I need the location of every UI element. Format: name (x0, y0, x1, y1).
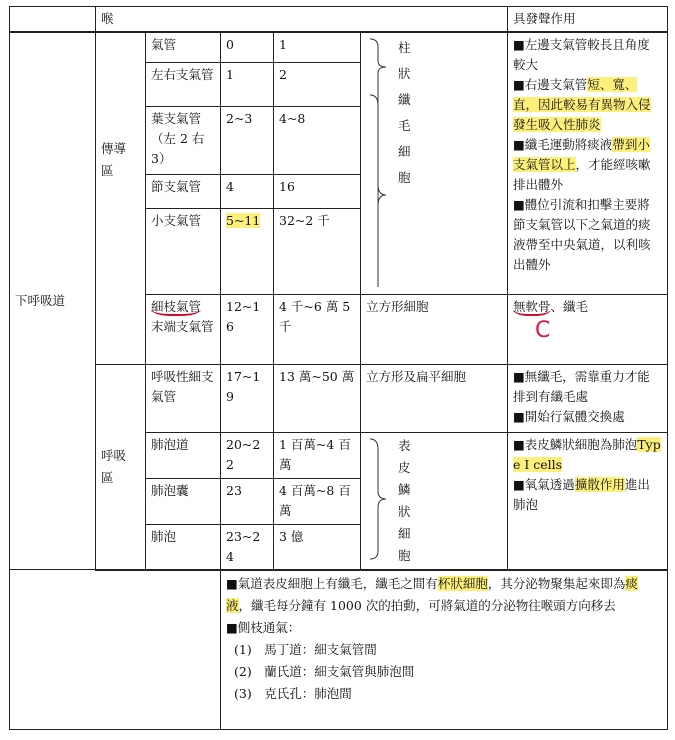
header-phonation: 具發聲作用 (508, 7, 668, 33)
airway-generation: 4 (221, 174, 274, 208)
note-left-bronchus: ■左邊支氣管較長且角度較大 (513, 37, 650, 72)
airway-name: 葉支氣管（左 2 右 3） (146, 106, 221, 174)
airway-count: 4~8 (274, 106, 361, 174)
collateral-item: (3) 克氏孔：肺泡間 (234, 685, 352, 701)
cell-type: 立方形及扁平細胞 (361, 364, 508, 432)
footer-notes (221, 570, 668, 730)
conducting-zone-label: 傳導區 (96, 32, 146, 364)
airway-count: 4 千~6 萬 5 千 (274, 294, 361, 364)
cell-type: 立方形細胞 (361, 294, 508, 364)
squamous-cell-label: 表皮鱗狀細胞 (398, 437, 411, 563)
conducting-notes (508, 32, 668, 294)
collateral-ventilation-title: ■側枝通氣： (226, 619, 301, 635)
anatomy-table (9, 6, 668, 730)
airway-generation: 23 (221, 478, 274, 524)
note-postural-drainage: ■體位引流和扣擊主要將節支氣管以下之氣道的痰液帶至中央氣道，以利咳出體外 (513, 197, 651, 272)
airway-count: 4 百萬~8 百萬 (274, 478, 361, 524)
airway-count: 3 億 (274, 524, 361, 570)
goblet-cell-note: ■氣道表皮細胞上有纖毛，纖毛之間有杯狀細胞，其分泌物聚集起來即為痰液，纖毛每分鐘有 1000 次的拍動，可將氣道的分泌物往喉頭方向移去 (226, 575, 638, 613)
note-right-bronchus: ■右邊支氣管短、寬、直，因此較易有異物入侵發生吸入性肺炎 (513, 77, 651, 132)
airway-count: 16 (274, 174, 361, 208)
terminal-notes: 無軟骨、纖毛 C (508, 294, 668, 364)
curly-brace-icon (366, 435, 396, 563)
collateral-item: (2) 蘭氏道：細支氣管與肺泡間 (234, 663, 415, 679)
airway-name: 氣管 (146, 32, 221, 62)
airway-name: 呼吸性細支氣管 (146, 364, 221, 432)
airway-name: 肺泡道 (146, 432, 221, 478)
airway-generation: 17~19 (221, 364, 274, 432)
collateral-item: (1) 馬丁道：細支氣管間 (234, 641, 377, 657)
airway-generation: 5~11 (221, 208, 274, 294)
terminal-bronchiole-name: 細枝氣管 末端支氣管 (146, 294, 221, 364)
no-cartilage-underlined: 無軟骨 (513, 298, 551, 314)
airway-generation: 1 (221, 62, 274, 106)
note-cilia-movement: ■纖毛運動將痰液帶到小支氣管以上，才能經咳嗽排出體外 (513, 137, 651, 192)
airway-count: 1 百萬~4 百萬 (274, 432, 361, 478)
airway-count: 1 (274, 32, 361, 62)
airway-generation: 2~3 (221, 106, 274, 174)
airway-generation: 12~16 (221, 294, 274, 364)
airway-generation: 20~22 (221, 432, 274, 478)
resp-bronchiole-notes: ■無纖毛，需靠重力才能排到有纖毛處 ■開始行氣體交換處 (508, 364, 668, 432)
lower-respiratory-label: 下呼吸道 (10, 32, 96, 570)
airway-count: 2 (274, 62, 361, 106)
curly-brace-icon (366, 35, 396, 290)
airway-generation: 0 (221, 32, 274, 62)
header-blank (10, 7, 96, 33)
airway-name: 節支氣管 (146, 174, 221, 208)
terminal-bronchiole-underlined: 細枝氣管 (151, 298, 202, 314)
respiratory-tract-table (9, 6, 667, 736)
respiratory-zone-label: 呼吸區 (96, 364, 146, 570)
header-larynx: 喉 (96, 7, 508, 33)
airway-generation: 23~24 (221, 524, 274, 570)
ciliated-cell-label: 柱狀纖毛細胞 (398, 40, 411, 185)
airway-name: 肺泡 (146, 524, 221, 570)
ciliated-cell-group (361, 32, 508, 294)
squamous-cell-group (361, 432, 508, 570)
airway-count: 32~2 千 (274, 208, 361, 294)
airway-name: 小支氣管 (146, 208, 221, 294)
airway-count: 13 萬~50 萬 (274, 364, 361, 432)
airway-name: 左右支氣管 (146, 62, 221, 106)
handwritten-annotation: C (535, 317, 551, 343)
footer-blank (10, 570, 221, 730)
alveolar-notes: ■表皮鱗狀細胞為肺泡Type I cells ■氧氣透過擴散作用進出肺泡 (508, 432, 668, 570)
airway-name: 肺泡囊 (146, 478, 221, 524)
